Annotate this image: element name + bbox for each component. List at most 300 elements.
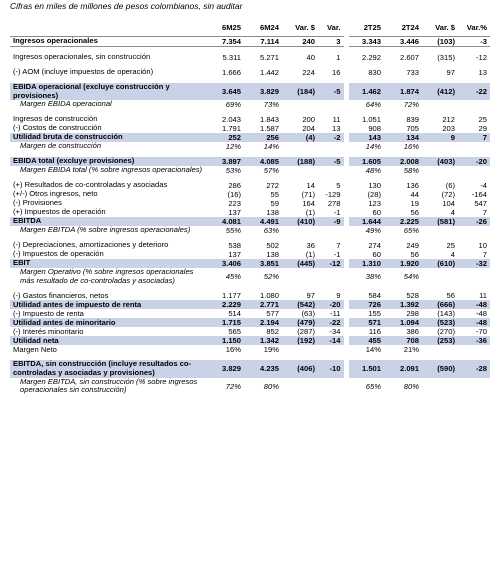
var-abs-2t <box>422 378 458 395</box>
table-row <box>10 100 490 109</box>
value-6m24: 4.235 <box>244 360 282 377</box>
value-2t24: 56 <box>410 208 419 218</box>
var-pct-2t: 7 <box>482 250 487 260</box>
var-abs-2t <box>422 166 458 175</box>
table-row <box>10 318 490 327</box>
value-6m24: 1.080 <box>259 291 279 301</box>
row-label: Margen EBIDA total (% sobre ingresos operacionales) <box>20 166 203 175</box>
value-6m25: 223 <box>228 199 241 209</box>
value-6m25: 53% <box>225 166 241 176</box>
var-pct-2t: 11 <box>479 291 487 301</box>
var-abs-6m: (1) <box>305 208 315 218</box>
var-pct-6m: 278 <box>318 199 346 208</box>
value-6m25: 565 <box>228 327 241 337</box>
row-label: Margen EBITDA (% sobre ingresos operacionales) <box>20 226 191 235</box>
value-2t25: 14% <box>365 345 381 355</box>
value-6m25: 3.645 <box>206 83 244 100</box>
value-2t24: 298 <box>406 309 419 319</box>
var-pct-2t: 7 <box>482 208 487 218</box>
value-2t24: 72% <box>403 100 419 110</box>
var-pct-6m: -1 <box>318 208 346 217</box>
table-row <box>10 133 490 142</box>
value-2t25: 726 <box>346 300 384 309</box>
var-pct-2t: 13 <box>478 68 487 77</box>
header-var-pct-2t: Var.% <box>458 18 490 37</box>
value-2t25: 60 <box>372 208 381 218</box>
row-label: Utilidad antes de impuesto de renta <box>10 300 206 309</box>
row-label: (-) Gastos financieros, netos <box>13 291 109 300</box>
table-row <box>10 37 490 47</box>
header-6m24: 6M24 <box>244 18 282 37</box>
var-pct-6m <box>318 378 346 395</box>
row-label: EBITDA <box>10 217 206 226</box>
var-abs-6m: (542) <box>282 300 318 309</box>
var-pct-2t: -12 <box>476 53 487 62</box>
row-label: Margen Operativo (% sobre ingresos operacionales más resultado de co-controladas y asociadas) <box>20 268 194 285</box>
table-row <box>10 291 490 300</box>
header-var-abs-6m: Var. $ <box>282 18 318 37</box>
var-abs-2t: (143) <box>437 309 455 319</box>
value-2t24: 1.392 <box>384 300 422 309</box>
value-6m25: 137 <box>228 208 241 218</box>
var-abs-6m: (71) <box>301 190 315 200</box>
var-abs-6m <box>282 268 318 285</box>
table-row <box>10 115 490 124</box>
row-label: (+/-) Otros ingresos, neto <box>13 190 98 199</box>
var-abs-6m: (192) <box>282 336 318 345</box>
value-6m25: 3.897 <box>206 157 244 166</box>
var-abs-2t: (103) <box>422 37 458 47</box>
table-body <box>10 37 490 395</box>
value-6m24: 1.442 <box>259 68 279 77</box>
var-abs-6m <box>282 166 318 175</box>
var-abs-6m: (63) <box>301 309 315 319</box>
value-2t25: 123 <box>368 199 381 209</box>
table-row <box>10 336 490 345</box>
value-2t25: 3.343 <box>346 37 384 47</box>
row-label: EBIDA total (excluye provisiones) <box>10 157 206 166</box>
value-6m24: 4.491 <box>244 217 282 226</box>
var-abs-2t: 203 <box>442 124 455 134</box>
var-pct-2t: 547 <box>474 199 487 209</box>
var-pct-2t <box>458 100 490 109</box>
value-6m25: 5.311 <box>222 53 241 62</box>
value-2t24: 2.607 <box>399 53 419 62</box>
var-abs-6m: 204 <box>302 124 315 134</box>
var-abs-6m: 14 <box>306 181 315 191</box>
value-6m25: 4.081 <box>206 217 244 226</box>
value-6m25: 538 <box>228 241 241 251</box>
header-6m25: 6M25 <box>206 18 244 37</box>
value-2t25: 65% <box>365 381 381 391</box>
var-abs-2t <box>422 268 458 285</box>
value-2t25: 155 <box>368 309 381 319</box>
header-var-abs-2t: Var. $ <box>422 18 458 37</box>
header-var-pct-6m: Var. <box>318 18 346 37</box>
value-2t24: 839 <box>406 115 419 125</box>
table-row <box>10 208 490 217</box>
var-pct-2t: -48 <box>476 309 487 319</box>
value-6m24: 272 <box>266 181 279 191</box>
var-pct-6m: -5 <box>318 83 346 100</box>
var-pct-2t <box>458 378 490 395</box>
value-2t25: 130 <box>368 181 381 191</box>
value-6m25: 137 <box>228 250 241 260</box>
var-abs-6m: (445) <box>282 259 318 268</box>
value-6m25: 3.406 <box>206 259 244 268</box>
value-6m24: 19% <box>263 345 279 355</box>
var-abs-2t: 212 <box>442 115 455 125</box>
var-abs-6m: 224 <box>302 68 315 77</box>
var-pct-2t <box>458 268 490 285</box>
value-2t25: 14% <box>365 142 381 152</box>
table-row <box>10 124 490 133</box>
value-6m24: 577 <box>266 309 279 319</box>
value-2t25: 584 <box>368 291 381 301</box>
var-pct-6m: -12 <box>318 259 346 268</box>
var-pct-2t: -20 <box>458 157 490 166</box>
value-2t25: 48% <box>365 166 381 176</box>
value-2t24: 1.874 <box>384 83 422 100</box>
value-6m25: 16% <box>225 345 241 355</box>
value-6m24: 502 <box>266 241 279 251</box>
var-abs-6m: (4) <box>282 133 318 142</box>
var-pct-6m <box>318 142 346 151</box>
row-label: Utilidad antes de minoritario <box>10 318 206 327</box>
var-abs-2t: 9 <box>422 133 458 142</box>
value-6m25: 252 <box>206 133 244 142</box>
value-2t25: 1.501 <box>346 360 384 377</box>
var-abs-2t: (412) <box>422 83 458 100</box>
value-6m24: 3.829 <box>244 83 282 100</box>
var-abs-6m: (188) <box>282 157 318 166</box>
var-pct-6m: -11 <box>318 309 346 318</box>
value-6m25: (16) <box>227 190 241 200</box>
value-2t25: 49% <box>365 226 381 236</box>
var-abs-2t: 4 <box>450 208 455 218</box>
value-2t25: 908 <box>368 124 381 134</box>
var-pct-6m: 13 <box>318 124 346 133</box>
var-abs-2t: (523) <box>422 318 458 327</box>
value-6m24: 7.114 <box>244 37 282 47</box>
table-row <box>10 345 490 354</box>
table-row <box>10 166 490 175</box>
var-abs-6m: (287) <box>297 327 315 337</box>
value-2t24: 21% <box>403 345 419 355</box>
var-pct-6m: -129 <box>318 190 346 199</box>
var-pct-6m: 3 <box>318 37 346 47</box>
var-pct-2t: 7 <box>458 133 490 142</box>
value-6m25: 286 <box>228 181 241 191</box>
value-6m25: 3.829 <box>206 360 244 377</box>
var-pct-6m: 5 <box>318 181 346 190</box>
var-pct-6m: -10 <box>318 360 346 377</box>
var-abs-6m: (1) <box>305 250 315 260</box>
var-abs-6m: 200 <box>302 115 315 125</box>
row-label: Margen de construcción <box>20 142 102 151</box>
var-abs-2t: (610) <box>422 259 458 268</box>
row-label: EBIDA operacional (excluye construcción y provisiones) <box>10 83 206 100</box>
row-label: EBITDA, sin construcción (incluye resultados co-controladas y asociadas y provisiones) <box>10 360 206 377</box>
row-label: (-) AOM (incluye impuestos de operación) <box>13 68 154 77</box>
value-2t25: 1.605 <box>346 157 384 166</box>
value-6m25: 69% <box>225 100 241 110</box>
table-row <box>10 181 490 190</box>
var-pct-2t: 29 <box>478 124 487 134</box>
value-6m25: 2.229 <box>206 300 244 309</box>
value-6m24: 1.587 <box>259 124 279 134</box>
row-label: (-) Interés minoritario <box>13 327 84 336</box>
var-pct-2t <box>458 226 490 235</box>
var-abs-2t: (270) <box>437 327 455 337</box>
value-2t24: 708 <box>384 336 422 345</box>
header-label <box>10 18 206 37</box>
var-pct-2t: -70 <box>476 327 487 337</box>
value-2t24: 136 <box>406 181 419 191</box>
var-pct-6m: -14 <box>318 336 346 345</box>
value-2t25: 116 <box>368 327 381 337</box>
value-2t24: 80% <box>403 381 419 391</box>
var-abs-6m <box>282 226 318 235</box>
value-2t24: 16% <box>403 142 419 152</box>
table-row <box>10 300 490 309</box>
table-caption: Cifras en miles de millones de pesos colombianos, sin auditar <box>10 1 243 11</box>
row-label: EBIT <box>10 259 206 268</box>
value-6m24: 1.843 <box>259 115 279 125</box>
value-6m24: 80% <box>263 381 279 391</box>
var-abs-2t <box>422 100 458 109</box>
var-abs-6m: (406) <box>282 360 318 377</box>
value-6m24: 2.194 <box>244 318 282 327</box>
value-6m24: 1.342 <box>244 336 282 345</box>
value-2t24: 65% <box>403 226 419 236</box>
value-2t24: 528 <box>406 291 419 301</box>
var-pct-6m <box>318 268 346 285</box>
row-label: Margen Neto <box>13 345 57 354</box>
var-abs-2t: 97 <box>446 68 455 77</box>
var-abs-6m <box>282 378 318 395</box>
table-row <box>10 157 490 166</box>
var-abs-2t: 4 <box>450 250 455 260</box>
value-6m24: 57% <box>263 166 279 176</box>
var-pct-2t: -32 <box>458 259 490 268</box>
var-abs-2t: (581) <box>422 217 458 226</box>
row-label: Utilidad neta <box>10 336 206 345</box>
table-row <box>10 250 490 259</box>
var-pct-6m: 11 <box>318 115 346 124</box>
var-pct-6m: -22 <box>318 318 346 327</box>
table-row <box>10 190 490 199</box>
row-label: (-) Impuesto de renta <box>13 309 84 318</box>
table-row <box>10 199 490 208</box>
var-abs-6m: (184) <box>282 83 318 100</box>
var-pct-2t: 10 <box>478 241 487 251</box>
value-6m24: 138 <box>266 208 279 218</box>
table-row <box>10 226 490 235</box>
var-pct-6m <box>318 166 346 175</box>
value-6m25: 12% <box>225 142 241 152</box>
var-abs-2t: (666) <box>422 300 458 309</box>
var-pct-6m: -5 <box>318 157 346 166</box>
var-abs-2t: (253) <box>422 336 458 345</box>
value-2t25: 64% <box>365 100 381 110</box>
value-2t25: (28) <box>367 190 381 200</box>
var-pct-2t <box>458 142 490 151</box>
value-2t24: 56 <box>410 250 419 260</box>
var-abs-2t: (315) <box>437 53 455 62</box>
value-2t25: 1.051 <box>361 115 381 125</box>
financial-table <box>10 18 490 395</box>
var-abs-6m <box>282 345 318 354</box>
row-label: (-) Provisiones <box>13 199 62 208</box>
var-abs-6m: 36 <box>306 241 315 251</box>
table-row <box>10 241 490 250</box>
var-pct-2t: -36 <box>458 336 490 345</box>
value-6m25: 1.791 <box>221 124 241 134</box>
value-6m25: 1.715 <box>206 318 244 327</box>
var-pct-6m: 16 <box>318 68 346 77</box>
value-6m25: 72% <box>225 381 241 391</box>
header-2t25: 2T25 <box>346 18 384 37</box>
value-6m24: 3.851 <box>244 259 282 268</box>
var-abs-2t: 104 <box>442 199 455 209</box>
value-2t24: 134 <box>384 133 422 142</box>
row-label: (+) Resultados de co-controladas y asociadas <box>13 181 168 190</box>
row-label: Ingresos de construcción <box>13 115 98 124</box>
value-2t24: 1.094 <box>384 318 422 327</box>
value-6m25: 2.043 <box>221 115 241 125</box>
value-2t24: 3.446 <box>384 37 422 47</box>
var-pct-6m: -9 <box>318 217 346 226</box>
table-row <box>10 68 490 77</box>
value-6m24: 52% <box>263 272 279 282</box>
value-2t25: 830 <box>368 68 381 77</box>
var-abs-6m: 97 <box>306 291 315 301</box>
var-pct-2t: -26 <box>458 217 490 226</box>
value-6m25: 45% <box>225 272 241 282</box>
value-6m25: 1.177 <box>221 291 241 301</box>
var-pct-6m: -20 <box>318 300 346 309</box>
var-pct-2t: -4 <box>480 181 487 191</box>
var-pct-6m: -1 <box>318 250 346 259</box>
var-abs-2t: (72) <box>441 190 455 200</box>
value-2t25: 1.310 <box>346 259 384 268</box>
var-pct-6m: -2 <box>318 133 346 142</box>
value-2t24: 386 <box>406 327 419 337</box>
var-abs-6m: 164 <box>302 199 315 209</box>
value-2t24: 2.091 <box>384 360 422 377</box>
var-abs-2t: 25 <box>446 241 455 251</box>
table-row <box>10 83 490 100</box>
var-pct-2t: -3 <box>458 37 490 47</box>
value-2t25: 274 <box>368 241 381 251</box>
value-6m24: 63% <box>263 226 279 236</box>
row-label: (-) Depreciaciones, amortizaciones y deterioro <box>13 241 169 250</box>
table-row <box>10 327 490 336</box>
var-abs-2t <box>422 142 458 151</box>
table-row <box>10 53 490 62</box>
var-pct-6m: 9 <box>318 291 346 300</box>
row-label: Margen EBIDA operacional <box>20 100 112 109</box>
table-row <box>10 378 490 395</box>
value-2t24: 54% <box>403 272 419 282</box>
value-2t25: 1.644 <box>346 217 384 226</box>
value-2t25: 143 <box>346 133 384 142</box>
var-abs-6m: 240 <box>282 37 318 47</box>
value-6m25: 7.354 <box>206 37 244 47</box>
var-pct-2t <box>458 166 490 175</box>
value-6m24: 852 <box>266 327 279 337</box>
var-pct-2t: -164 <box>471 190 487 200</box>
row-label: (+) Impuestos de operación <box>13 208 106 217</box>
var-abs-2t <box>422 226 458 235</box>
value-2t24: 19 <box>410 199 419 209</box>
var-abs-6m <box>282 142 318 151</box>
var-abs-2t: (403) <box>422 157 458 166</box>
var-pct-6m: 1 <box>318 53 346 62</box>
value-2t25: 455 <box>346 336 384 345</box>
value-6m24: 256 <box>244 133 282 142</box>
var-abs-2t <box>422 345 458 354</box>
value-6m24: 55 <box>270 190 279 200</box>
value-2t24: 249 <box>406 241 419 251</box>
table-row <box>10 309 490 318</box>
var-abs-6m: (410) <box>282 217 318 226</box>
var-abs-6m: (479) <box>282 318 318 327</box>
value-2t25: 60 <box>372 250 381 260</box>
value-2t24: 2.225 <box>384 217 422 226</box>
row-label: Utilidad bruta de construcción <box>10 133 206 142</box>
var-pct-2t: -28 <box>458 360 490 377</box>
var-abs-6m <box>282 100 318 109</box>
row-label: Margen EBITDA, sin construcción (% sobre ingresos operacionales sin construcción) <box>20 377 198 395</box>
header-2t24: 2T24 <box>384 18 422 37</box>
table-row <box>10 217 490 226</box>
value-2t24: 44 <box>410 190 419 200</box>
var-abs-2t: (6) <box>445 181 455 191</box>
table-row <box>10 142 490 151</box>
value-2t25: 1.462 <box>346 83 384 100</box>
var-pct-6m: -34 <box>318 327 346 336</box>
value-6m24: 138 <box>266 250 279 260</box>
row-label: Ingresos operacionales, sin construcción <box>13 53 151 62</box>
var-pct-2t <box>458 345 490 354</box>
var-pct-6m <box>318 226 346 235</box>
var-pct-2t: -22 <box>458 83 490 100</box>
table-row <box>10 268 490 285</box>
value-6m25: 55% <box>225 226 241 236</box>
var-pct-2t: 25 <box>478 115 487 125</box>
value-6m24: 14% <box>263 142 279 152</box>
value-6m25: 514 <box>228 309 241 319</box>
value-2t24: 705 <box>406 124 419 134</box>
var-pct-6m <box>318 100 346 109</box>
value-6m24: 4.085 <box>244 157 282 166</box>
row-label: (-) Impuestos de operación <box>13 250 104 259</box>
var-abs-6m: 40 <box>306 53 315 62</box>
var-pct-6m <box>318 345 346 354</box>
value-2t24: 1.920 <box>384 259 422 268</box>
var-abs-2t: 56 <box>446 291 455 301</box>
row-label: (-) Costos de construcción <box>13 124 102 133</box>
value-2t24: 2.008 <box>384 157 422 166</box>
table-row <box>10 360 490 377</box>
value-6m24: 2.771 <box>244 300 282 309</box>
value-6m24: 59 <box>270 199 279 209</box>
value-6m25: 1.150 <box>206 336 244 345</box>
value-2t24: 58% <box>403 166 419 176</box>
table-row <box>10 259 490 268</box>
